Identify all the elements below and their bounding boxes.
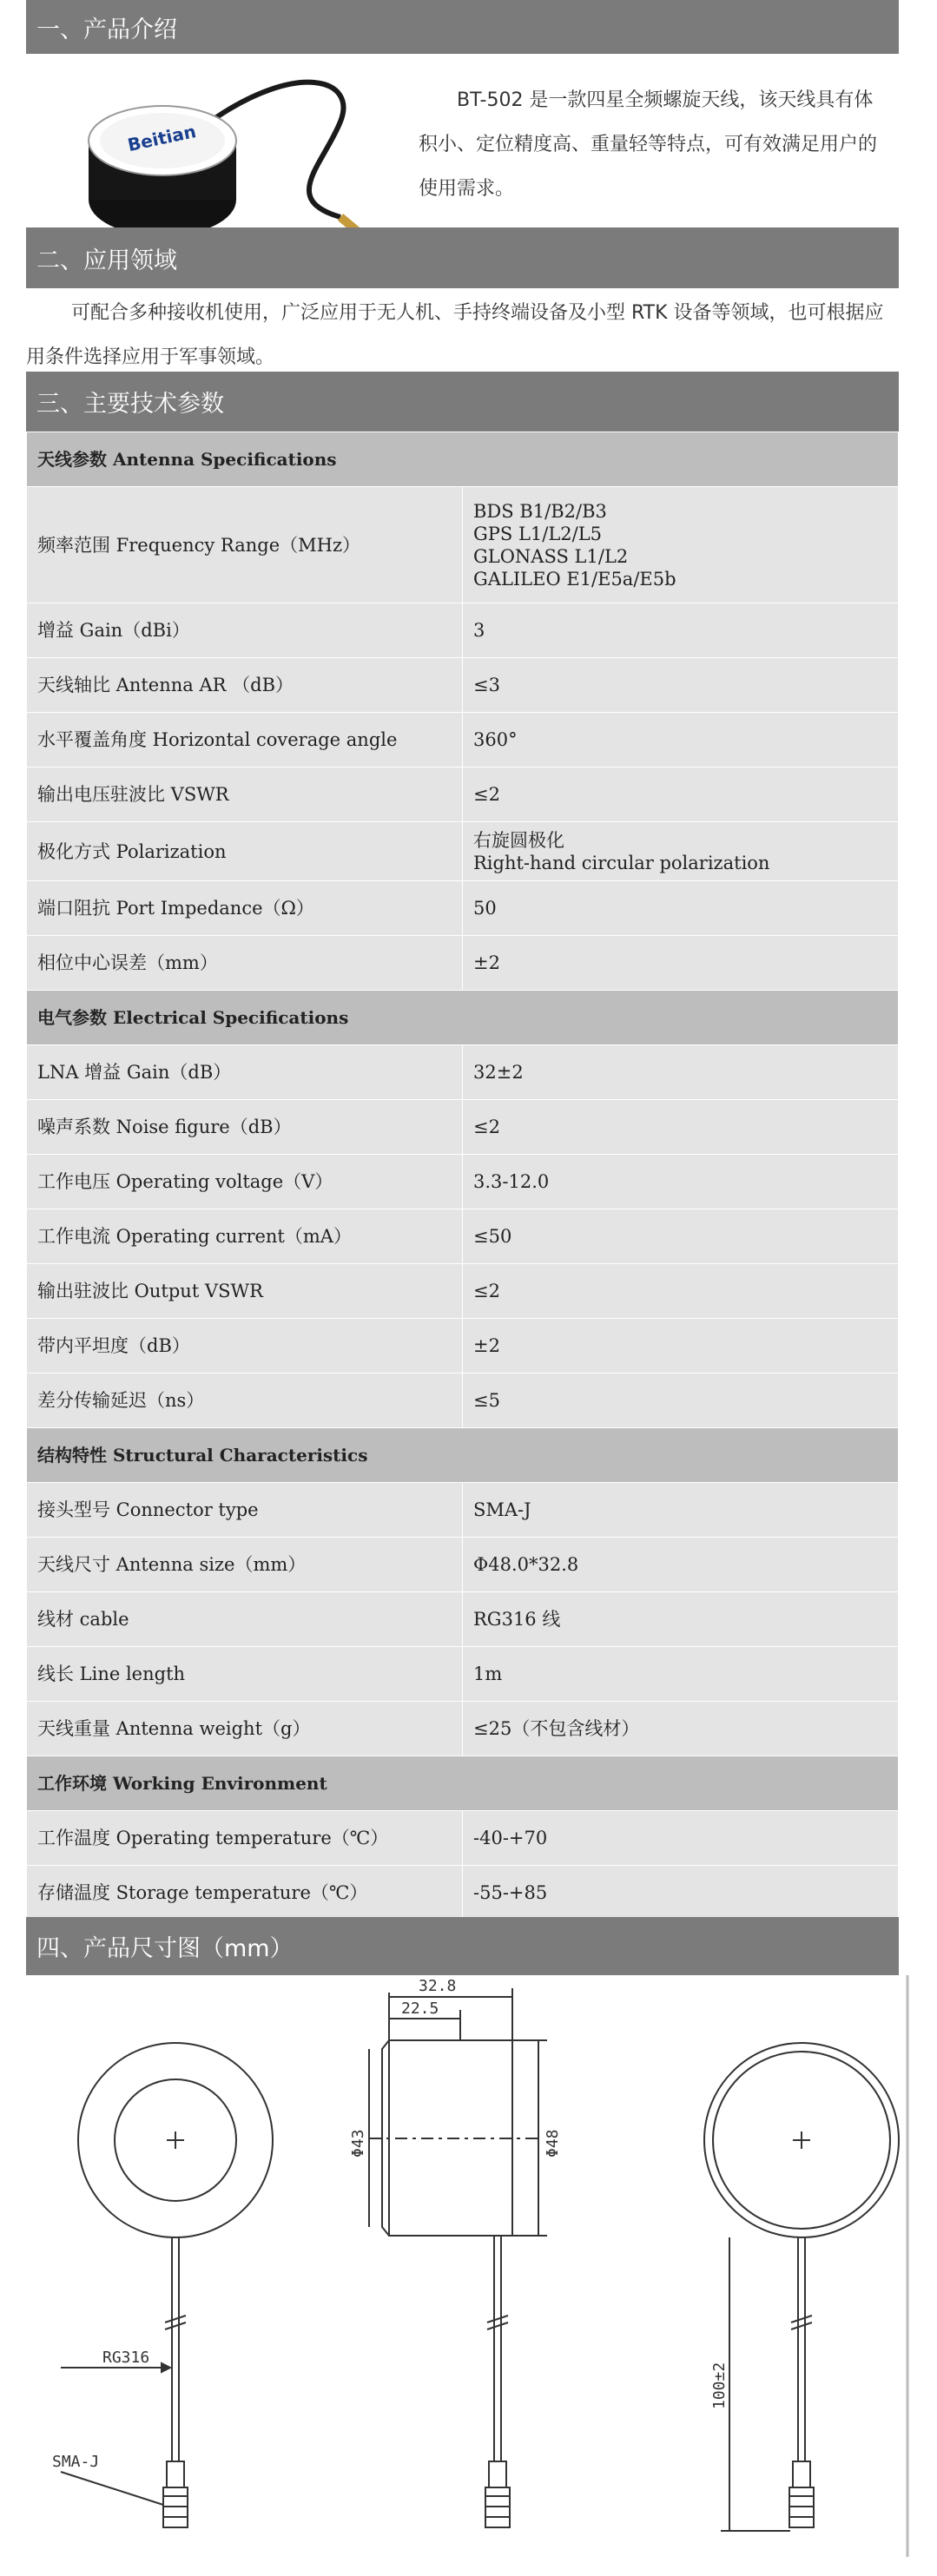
dim-diameter-small: Φ43	[349, 2129, 367, 2158]
row-value: ≤5	[463, 1374, 899, 1428]
row-value: Φ48.0*32.8	[463, 1538, 899, 1592]
freq-value-1: BDS B1/B2/B3	[473, 500, 607, 522]
row-value: ≤2	[463, 1264, 899, 1319]
row-label: 工作电压 Operating voltage（V）	[27, 1155, 463, 1209]
table-group-row	[27, 1756, 899, 1811]
table-row	[27, 713, 899, 768]
table-row	[27, 1319, 899, 1374]
section-header-specs	[26, 372, 899, 432]
table-group-row	[27, 991, 899, 1045]
table-group-row	[27, 1428, 899, 1483]
table-row	[27, 1538, 899, 1592]
table-row	[27, 881, 899, 936]
row-label: 增益 Gain（dBi）	[27, 603, 463, 658]
pol-value-cn: 右旋圆极化	[473, 829, 564, 851]
row-label: 存储温度 Storage temperature（℃）	[27, 1866, 463, 1920]
group-label: 电气参数 Electrical Specifications	[27, 991, 899, 1045]
table-row	[27, 1045, 899, 1100]
dim-cable-length: 100±2	[710, 2362, 729, 2409]
row-label: 线长 Line length	[27, 1647, 463, 1702]
label-connector: SMA-J	[52, 2453, 100, 2471]
row-value	[463, 487, 899, 603]
freq-value-2: GPS L1/L2/L5	[473, 523, 603, 544]
row-value: SMA-J	[463, 1483, 899, 1538]
table-row	[27, 487, 899, 603]
dim-diameter-large: Φ48	[544, 2129, 562, 2158]
row-label: 输出驻波比 Output VSWR	[27, 1264, 463, 1319]
section-title: 二、应用领域	[36, 247, 177, 274]
back-view	[704, 2043, 899, 2531]
row-value: 50	[463, 881, 899, 936]
section-header-application	[26, 227, 899, 288]
row-label: 差分传输延迟（ns）	[27, 1374, 463, 1428]
row-value: 360°	[463, 713, 899, 768]
side-view	[349, 1977, 562, 2527]
table-row	[27, 1702, 899, 1756]
row-value	[463, 822, 899, 881]
row-value: ≤50	[463, 1209, 899, 1264]
row-label: 天线重量 Antenna weight（g）	[27, 1702, 463, 1756]
table-row	[27, 1647, 899, 1702]
row-label: 极化方式 Polarization	[27, 822, 463, 881]
dim-width-body: 22.5	[401, 2000, 439, 2018]
row-label: 水平覆盖角度 Horizontal coverage angle	[27, 713, 463, 768]
row-label: 相位中心误差（mm）	[27, 936, 463, 991]
table-row	[27, 1811, 899, 1866]
intro-paragraph: BT-502 是一款四星全频螺旋天线，该天线具有体积小、定位精度高、重量轻等特点，可有效满足用户的使用需求。	[419, 89, 878, 200]
row-value: -40-+70	[463, 1811, 899, 1866]
row-value: 32±2	[463, 1045, 899, 1100]
row-label: 线材 cable	[27, 1592, 463, 1647]
row-value: 1m	[463, 1647, 899, 1702]
product-photo	[80, 69, 375, 252]
table-row	[27, 1592, 899, 1647]
row-label: 噪声系数 Noise figure（dB）	[27, 1100, 463, 1155]
row-label: 频率范围 Frequency Range（MHz）	[27, 487, 463, 603]
row-label: 输出电压驻波比 VSWR	[27, 768, 463, 822]
row-value: RG316 线	[463, 1592, 899, 1647]
table-group-row	[27, 432, 899, 487]
row-value: 3	[463, 603, 899, 658]
row-value: 3.3-12.0	[463, 1155, 899, 1209]
section-header-dimensions	[26, 1917, 899, 1975]
row-value: ±2	[463, 936, 899, 991]
row-value: ≤25（不包含线材）	[463, 1702, 899, 1756]
table-row	[27, 768, 899, 822]
application-paragraph: 可配合多种接收机使用，广泛应用于无人机、手持终端设备及小型 RTK 设备等领域，也可根据应用条件选择应用于军事领域。	[26, 302, 884, 368]
table-row	[27, 1155, 899, 1209]
freq-value-4: GALILEO E1/E5a/E5b	[473, 568, 676, 590]
row-value: ≤3	[463, 658, 899, 713]
row-label: 天线尺寸 Antenna size（mm）	[27, 1538, 463, 1592]
group-label: 天线参数 Antenna Specifications	[27, 432, 899, 487]
row-label: 天线轴比 Antenna AR （dB）	[27, 658, 463, 713]
dimension-drawing	[26, 1975, 912, 2574]
row-label: 带内平坦度（dB）	[27, 1319, 463, 1374]
group-label: 结构特性 Structural Characteristics	[27, 1428, 899, 1483]
spec-table	[26, 432, 899, 1920]
row-value: ≤2	[463, 768, 899, 822]
table-row	[27, 1264, 899, 1319]
group-label: 工作环境 Working Environment	[27, 1756, 899, 1811]
table-row	[27, 1374, 899, 1428]
table-row	[27, 1866, 899, 1920]
table-row	[27, 1209, 899, 1264]
table-row	[27, 822, 899, 881]
row-value: -55-+85	[463, 1866, 899, 1920]
section-header-intro	[26, 0, 899, 54]
table-row	[27, 658, 899, 713]
section-title: 四、产品尺寸图（mm）	[36, 1935, 294, 1962]
row-label: 工作电流 Operating current（mA）	[27, 1209, 463, 1264]
row-value: ±2	[463, 1319, 899, 1374]
row-label: 工作温度 Operating temperature（℃）	[27, 1811, 463, 1866]
pol-value-en: Right-hand circular polarization	[473, 852, 770, 873]
row-label: 端口阻抗 Port Impedance（Ω）	[27, 881, 463, 936]
table-row	[27, 936, 899, 991]
row-label: 接头型号 Connector type	[27, 1483, 463, 1538]
dim-width-total: 32.8	[419, 1977, 457, 1995]
section-title: 一、产品介绍	[36, 16, 177, 43]
label-cable: RG316	[102, 2349, 150, 2367]
front-view	[52, 2043, 273, 2527]
table-row	[27, 603, 899, 658]
row-value: ≤2	[463, 1100, 899, 1155]
section-title: 三、主要技术参数	[36, 391, 224, 418]
table-row	[27, 1100, 899, 1155]
freq-value-3: GLONASS L1/L2	[473, 545, 629, 567]
product-logo-text: Beitian	[125, 121, 198, 156]
row-label: LNA 增益 Gain（dB）	[27, 1045, 463, 1100]
table-row	[27, 1483, 899, 1538]
